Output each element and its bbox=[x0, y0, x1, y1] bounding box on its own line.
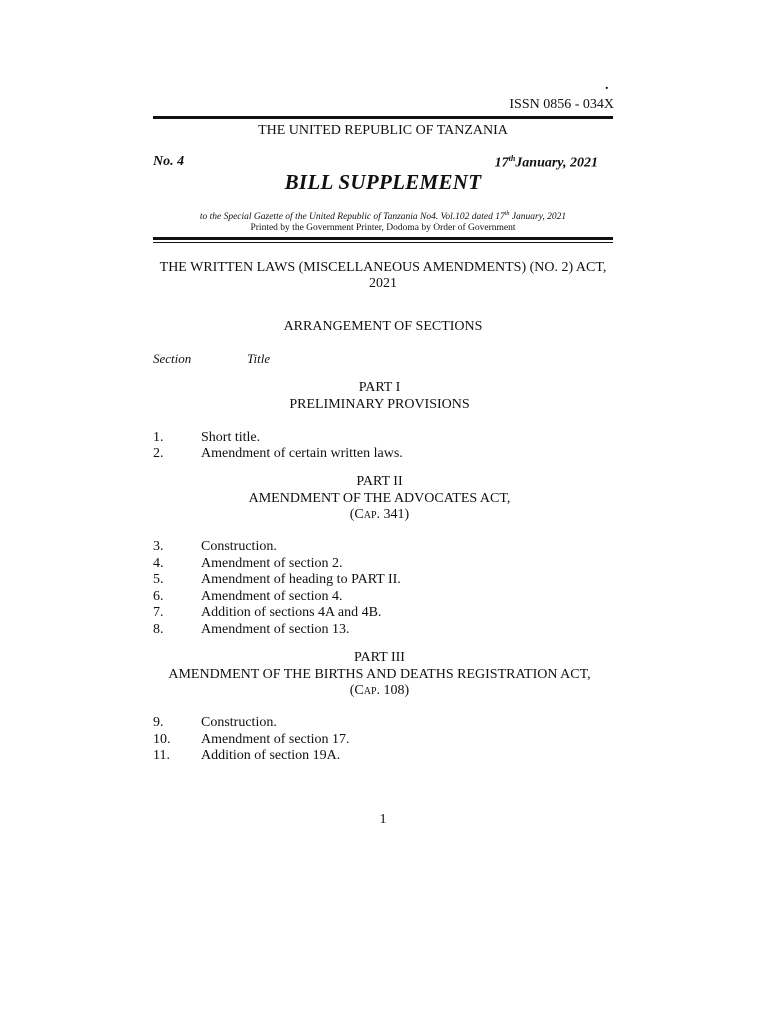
section-row bbox=[153, 556, 343, 573]
section-row bbox=[153, 605, 381, 622]
header-bottom-rule bbox=[153, 237, 613, 240]
section-number: 3. bbox=[153, 539, 164, 554]
section-title: Amendment of section 4. bbox=[201, 589, 343, 604]
issn-number: ISSN 0856 - 034X bbox=[509, 97, 614, 112]
part-label: PART II bbox=[356, 474, 403, 489]
section-number: 7. bbox=[153, 605, 164, 620]
section-row bbox=[153, 732, 350, 749]
section-row bbox=[153, 539, 277, 556]
section-number: 11. bbox=[153, 748, 170, 763]
section-row bbox=[153, 589, 343, 606]
part-label: PART I bbox=[358, 380, 401, 395]
section-row bbox=[153, 430, 260, 447]
section-number: 8. bbox=[153, 622, 164, 637]
column-header-section: Section bbox=[153, 351, 192, 366]
part-title: PRELIMINARY PROVISIONS bbox=[289, 396, 470, 412]
section-title: Amendment of section 17. bbox=[201, 732, 350, 747]
section-number: 6. bbox=[153, 589, 164, 604]
section-number: 1. bbox=[153, 430, 164, 445]
gazette-reference: to the Special Gazette of the United Republic of Tanzania No4. Vol.102 dated 17th January, 2021 bbox=[199, 211, 567, 223]
section-title: Construction. bbox=[201, 539, 277, 554]
supplement-number: No. 4 bbox=[153, 154, 185, 169]
section-title: Amendment of section 2. bbox=[201, 556, 343, 571]
act-title: THE WRITTEN LAWS (MISCELLANEOUS AMENDMENTS) (NO. 2) ACT, 2021 bbox=[159, 260, 607, 291]
printer-line: Printed by the Government Printer, Dodoma by Order of Government bbox=[250, 223, 516, 233]
section-title: Short title. bbox=[201, 430, 261, 445]
section-number: 5. bbox=[153, 572, 164, 587]
section-row bbox=[153, 446, 403, 463]
header-top-rule bbox=[153, 116, 613, 119]
header-mark: . bbox=[605, 78, 609, 93]
column-header-title: Title bbox=[247, 351, 271, 366]
section-title: Addition of section 19A. bbox=[201, 748, 341, 763]
section-row bbox=[153, 748, 340, 765]
part-cap-reference: (Cap. 108) bbox=[349, 683, 410, 698]
section-title: Construction. bbox=[201, 715, 277, 730]
section-title: Addition of sections 4A and 4B. bbox=[201, 605, 382, 620]
section-number: 9. bbox=[153, 715, 164, 730]
section-title: Amendment of certain written laws. bbox=[201, 446, 403, 461]
page-number: 1 bbox=[379, 812, 387, 827]
part-1-heading bbox=[153, 380, 606, 413]
header-bottom-thin-rule bbox=[153, 242, 613, 243]
section-number: 2. bbox=[153, 446, 164, 461]
arrangement-heading: ARRANGEMENT OF SECTIONS bbox=[283, 319, 483, 334]
section-row bbox=[153, 622, 350, 639]
section-row bbox=[153, 572, 401, 589]
section-number: 10. bbox=[153, 732, 171, 747]
supplement-date: 17thJanuary, 2021 bbox=[494, 154, 598, 171]
section-number: 4. bbox=[153, 556, 164, 571]
section-title: Amendment of heading to PART II. bbox=[201, 572, 401, 587]
part-2-heading bbox=[153, 474, 606, 524]
section-row bbox=[153, 715, 277, 732]
part-cap-reference: (Cap. 341) bbox=[349, 507, 410, 522]
country-name: THE UNITED REPUBLIC OF TANZANIA bbox=[258, 123, 508, 138]
section-title: Amendment of section 13. bbox=[201, 622, 350, 637]
part-title: AMENDMENT OF THE ADVOCATES ACT, bbox=[248, 490, 511, 506]
document-title: BILL SUPPLEMENT bbox=[284, 170, 482, 194]
part-title: AMENDMENT OF THE BIRTHS AND DEATHS REGISTRATION ACT, bbox=[168, 666, 591, 682]
part-3-heading bbox=[153, 650, 606, 700]
part-label: PART III bbox=[354, 650, 405, 665]
